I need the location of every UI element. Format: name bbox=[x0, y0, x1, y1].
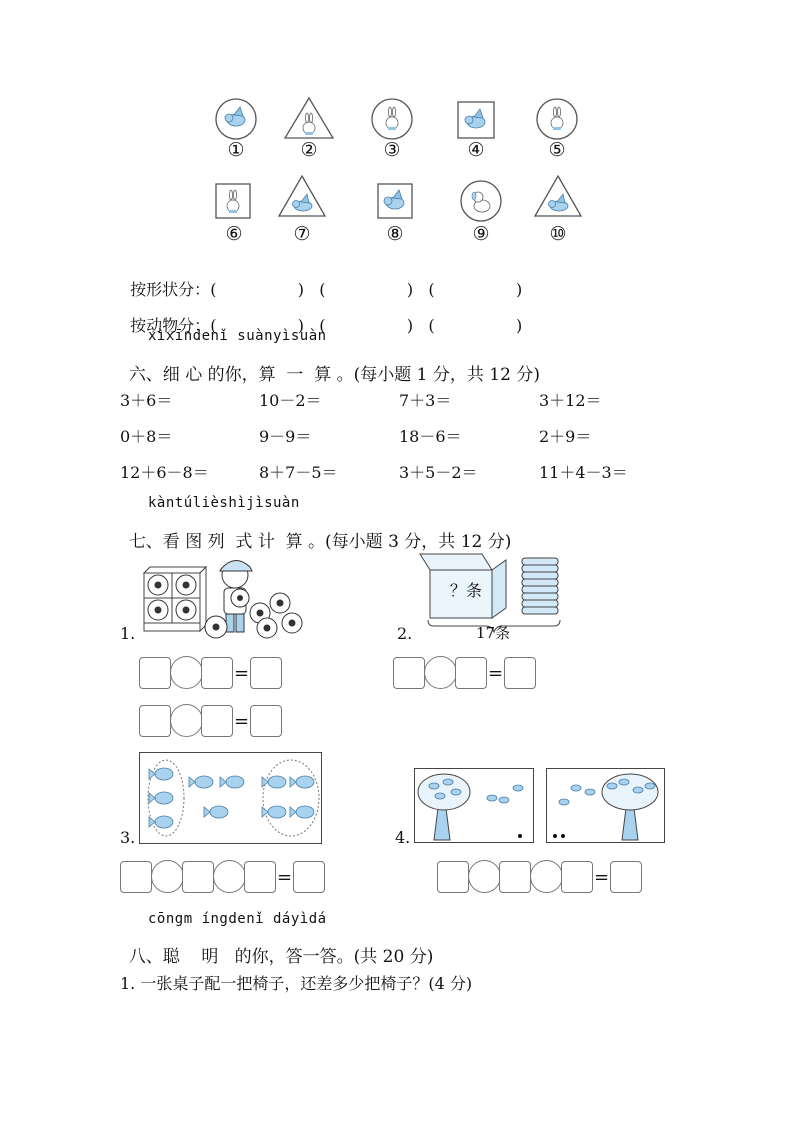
figure-9-circle-dog bbox=[459, 179, 503, 223]
operator-circle[interactable] bbox=[530, 860, 563, 893]
sort-by-shape-label: 按形状分： bbox=[130, 280, 211, 299]
figure-1-circle-bird bbox=[214, 97, 258, 141]
section-8-score: (共 20 分) bbox=[353, 947, 434, 967]
figure-6-square-rabbit bbox=[214, 182, 252, 220]
sort-by-animal-label: 按动物分： bbox=[130, 316, 211, 335]
answer-box[interactable] bbox=[610, 861, 642, 893]
equation: 7＋3＝ bbox=[399, 391, 452, 410]
answer-box[interactable] bbox=[139, 705, 171, 737]
equation: 9－9＝ bbox=[259, 427, 312, 446]
shape-label: ⑧ bbox=[386, 223, 404, 245]
ball-box-icon bbox=[144, 567, 206, 631]
equation: 3＋12＝ bbox=[539, 391, 602, 410]
section-6-score: (每小题 1 分，共 12 分) bbox=[353, 365, 540, 385]
shape-label: ④ bbox=[467, 139, 485, 161]
equals-sign: = bbox=[488, 663, 504, 684]
shape-label: ⑦ bbox=[293, 223, 311, 245]
shape-label: ① bbox=[227, 139, 245, 161]
section-8-pinyin: cōngm íngdenǐ dáyìdá bbox=[148, 911, 327, 927]
answer-box[interactable] bbox=[120, 861, 152, 893]
section-6-title: 六、细 心 的你，算 一 算 。 bbox=[128, 365, 354, 385]
section-6-pinyin: xìxīndenǐ suànyìsuàn bbox=[148, 328, 327, 344]
problem-4-tree-illustration bbox=[414, 768, 666, 844]
answer-box[interactable] bbox=[139, 657, 171, 689]
figure-10-triangle-bird bbox=[533, 174, 583, 218]
equals-sign: = bbox=[594, 867, 610, 888]
answer-box[interactable] bbox=[182, 861, 214, 893]
problem-1-number: 1. bbox=[120, 624, 136, 643]
sort-by-shape-blanks[interactable]: ( ) ( ) ( ) bbox=[210, 280, 523, 299]
figure-3-circle-rabbit bbox=[370, 97, 414, 141]
answer-box[interactable] bbox=[201, 657, 233, 689]
section-6-heading bbox=[118, 340, 540, 385]
equation: 0＋8＝ bbox=[120, 427, 173, 446]
problem-4-number: 4. bbox=[395, 828, 411, 847]
shape-label: ② bbox=[300, 139, 318, 161]
equals-sign: = bbox=[277, 867, 293, 888]
equals-sign: = bbox=[234, 711, 250, 732]
equation: 10－2＝ bbox=[259, 391, 322, 410]
section-8-title: 八、聪 明 的你，答一答。 bbox=[128, 947, 354, 967]
answer-box[interactable] bbox=[561, 861, 593, 893]
operator-circle[interactable] bbox=[424, 656, 457, 689]
shape-label: ③ bbox=[383, 139, 401, 161]
figure-4-square-bird bbox=[456, 100, 496, 140]
section-7-score: (每小题 3 分，共 12 分) bbox=[325, 532, 512, 552]
answer-box[interactable] bbox=[250, 657, 282, 689]
section-7-title: 七、看 图 列 式 计 算 。 bbox=[128, 532, 326, 552]
operator-circle[interactable] bbox=[170, 656, 203, 689]
shape-label: ⑤ bbox=[548, 139, 566, 161]
section-7-heading bbox=[118, 507, 511, 552]
shape-label: ⑨ bbox=[472, 223, 490, 245]
answer-box[interactable] bbox=[499, 861, 531, 893]
problem-3-fish-illustration bbox=[139, 752, 322, 844]
problem-1-illustration bbox=[140, 553, 310, 643]
equation: 18－6＝ bbox=[399, 427, 462, 446]
sort-by-animal-blanks[interactable]: ( ) ( ) ( ) bbox=[210, 316, 523, 335]
answer-box[interactable] bbox=[437, 861, 469, 893]
equation: 3＋6＝ bbox=[120, 391, 173, 410]
section-8-heading bbox=[118, 922, 433, 967]
equation: 2＋9＝ bbox=[539, 427, 592, 446]
problem-2-number: 2. bbox=[397, 624, 413, 643]
figure-8-square-bird bbox=[376, 182, 414, 220]
total-label: 17条 bbox=[476, 624, 511, 642]
shape-label: ⑩ bbox=[549, 223, 567, 245]
answer-box[interactable] bbox=[293, 861, 325, 893]
answer-box[interactable] bbox=[504, 657, 536, 689]
answer-box[interactable] bbox=[393, 657, 425, 689]
figure-5-circle-rabbit bbox=[535, 97, 579, 141]
answer-box[interactable] bbox=[244, 861, 276, 893]
equals-sign: = bbox=[234, 663, 250, 684]
equation: 11＋4－3＝ bbox=[539, 463, 628, 482]
shape-label: ⑥ bbox=[225, 223, 243, 245]
figure-7-triangle-bird bbox=[277, 174, 327, 218]
towel-stack-icon bbox=[522, 558, 558, 614]
box-unknown-label: ？条 bbox=[450, 581, 483, 600]
figure-2-triangle-rabbit bbox=[283, 96, 335, 140]
operator-circle[interactable] bbox=[170, 704, 203, 737]
problem-2-illustration bbox=[412, 550, 572, 642]
equation: 8＋7－5＝ bbox=[259, 463, 338, 482]
operator-circle[interactable] bbox=[213, 860, 246, 893]
answer-box[interactable] bbox=[250, 705, 282, 737]
operator-circle[interactable] bbox=[151, 860, 184, 893]
problem-3-number: 3. bbox=[120, 828, 136, 847]
answer-box[interactable] bbox=[201, 705, 233, 737]
operator-circle[interactable] bbox=[468, 860, 501, 893]
section-7-pinyin: kàntúlièshìjìsuàn bbox=[148, 495, 300, 511]
answer-box[interactable] bbox=[455, 657, 487, 689]
equation: 12＋6－8＝ bbox=[120, 463, 209, 482]
equation: 3＋5－2＝ bbox=[399, 463, 478, 482]
question-1: 1. 一张桌子配一把椅子，还差多少把椅子？(4 分) bbox=[120, 974, 473, 993]
